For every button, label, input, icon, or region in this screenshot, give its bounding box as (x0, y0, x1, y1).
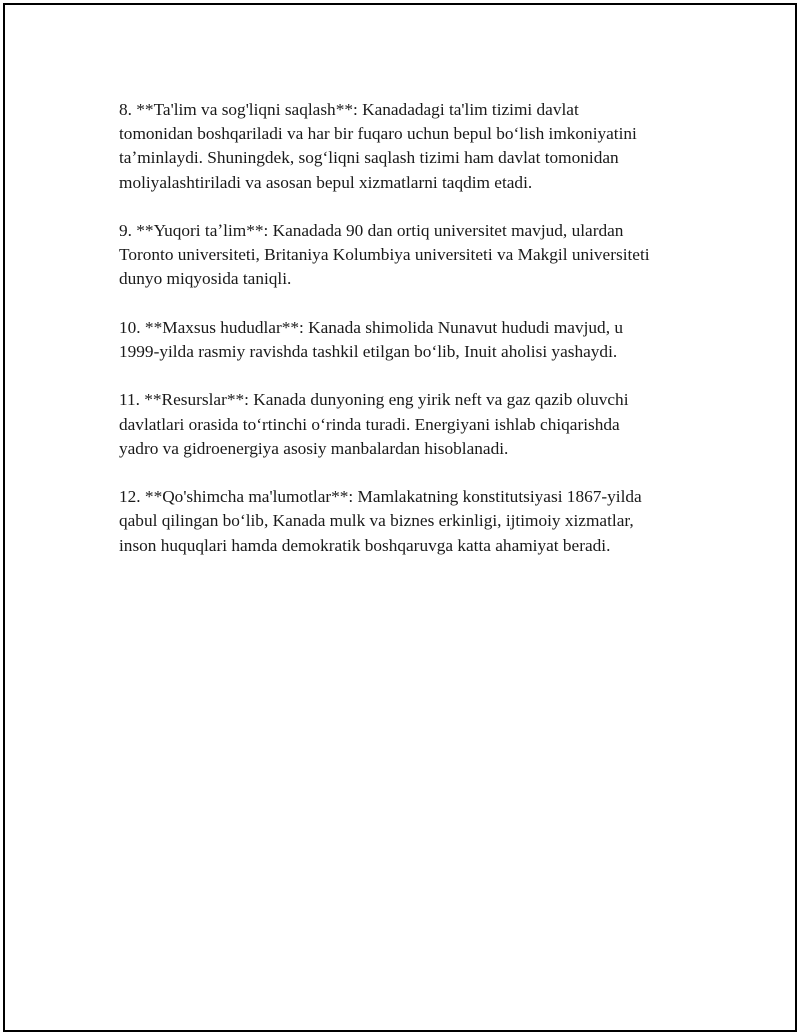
document-body (119, 98, 709, 582)
text-line: 1999-yilda rasmiy ravishda tashkil etilgan boʻlib, Inuit aholisi yashaydi. (119, 342, 618, 361)
text-line: 9. **Yuqori taʼlim**: Kanadada 90 dan ortiq universitet mavjud, ulardan (119, 221, 624, 240)
paragraph-additional-info (119, 485, 709, 558)
text-line: 12. **Qo'shimcha ma'lumotlar**: Mamlakatning konstitutsiyasi 1867-yilda (119, 487, 642, 507)
text-line: dunyo miqyosida taniqli. (119, 269, 292, 289)
text-line: yadro va gidroenergiya asosiy manbalardan hisoblanadi. (119, 438, 509, 458)
paragraph-special-territories (119, 316, 709, 364)
text-line: 11. **Resurslar**: Kanada dunyoning eng yirik neft va gaz qazib oluvchi (119, 390, 629, 410)
paragraph-resources (119, 388, 709, 461)
text-line: inson huquqlari hamda demokratik boshqaruvga katta ahamiyat beradi. (119, 535, 611, 555)
text-line: davlatlari orasida toʻrtinchi oʻrinda turadi. Energiyani ishlab chiqarishda (119, 414, 620, 434)
page-frame (3, 3, 797, 1032)
text-line: 8. **Ta'lim va sog'liqni saqlash**: Kanadadagi ta'lim tizimi davlat (119, 100, 579, 119)
text-line: 10. **Maxsus hududlar**: Kanada shimolida Nunavut hududi mavjud, u (119, 317, 623, 337)
text-line: Toronto universiteti, Britaniya Kolumbiya universiteti va Makgil universiteti (119, 245, 650, 265)
text-line: qabul qilingan boʻlib, Kanada mulk va biznes erkinligi, ijtimoiy xizmatlar, (119, 511, 634, 531)
text-line: tomonidan boshqariladi va har bir fuqaro uchun bepul boʻlish imkoniyatini (119, 124, 637, 144)
paragraph-higher-education (119, 219, 709, 292)
paragraph-education-health (119, 98, 709, 195)
text-line: moliyalashtiriladi va asosan bepul xizmatlarni taqdim etadi. (119, 172, 533, 192)
text-line: taʼminlaydi. Shuningdek, sogʻliqni saqlash tizimi ham davlat tomonidan (119, 148, 619, 168)
